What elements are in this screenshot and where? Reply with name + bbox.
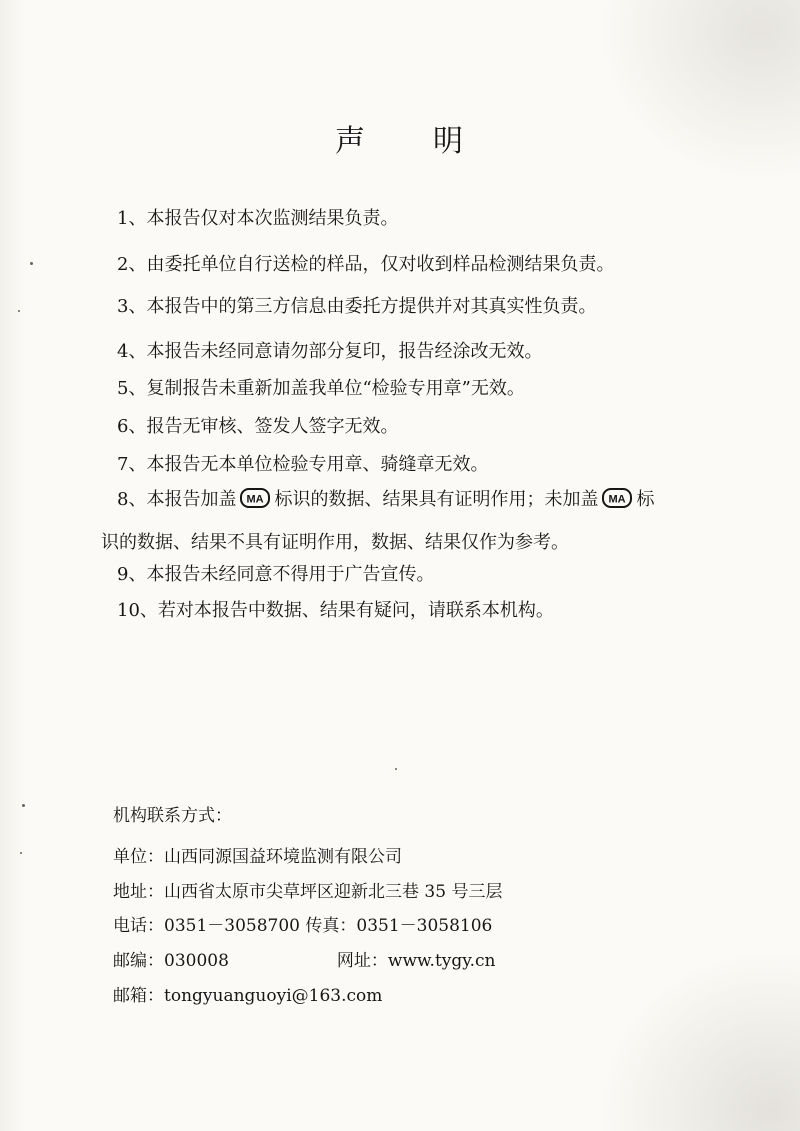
scan-speck [395, 768, 397, 770]
contact-heading: 机构联系方式： [113, 806, 232, 826]
statement-9: 9、本报告未经同意不得用于广告宣传。 [117, 564, 435, 585]
contact-address: 地址：山西省太原市尖草坪区迎新北三巷 35 号三层 [113, 882, 503, 902]
scan-shadow-bottom-right [600, 951, 800, 1131]
scan-shadow-left [0, 0, 24, 1131]
cma-mark-text: MA [608, 493, 627, 506]
statement-4: 4、本报告未经同意请勿部分复印，报告经涂改无效。 [117, 341, 543, 362]
statement-6: 6、报告无审核、签发人签字无效。 [117, 416, 399, 437]
statement-7: 7、本报告无本单位检验专用章、骑缝章无效。 [117, 454, 489, 475]
title-char-1: 声 [335, 124, 367, 159]
statement-10: 10、若对本报告中数据、结果有疑问，请联系本机构。 [117, 600, 554, 621]
cma-mark-text: MA [246, 493, 265, 506]
contact-postcode-website [113, 950, 495, 972]
cma-mark-icon [240, 483, 270, 523]
title-char-2: 明 [433, 124, 465, 159]
scan-speck [20, 852, 22, 854]
scan-speck [18, 310, 20, 312]
statement-8-part-1: 8、本报告加盖 [117, 489, 237, 510]
statement-5: 5、复制报告未重新加盖我单位“检验专用章”无效。 [117, 378, 525, 399]
scan-speck [30, 262, 33, 265]
contact-email: 邮箱：tongyuanguoyi@163.com [113, 986, 383, 1006]
statement-8 [101, 480, 727, 563]
scan-speck [22, 804, 25, 807]
statement-8-part-2: 标识的数据、结果具有证明作用；未加盖 [274, 489, 599, 510]
statement-8-part-3: 标 [636, 489, 655, 510]
contact-website: 网址：www.tygy.cn [336, 951, 496, 971]
contact-postcode: 邮编：030008 [113, 951, 229, 971]
contact-phone-fax: 电话：0351－3058700 传真：0351－3058106 [113, 916, 493, 936]
statement-2: 2、由委托单位自行送检的样品，仅对收到样品检测结果负责。 [117, 254, 615, 275]
statement-1: 1、本报告仅对本次监测结果负责。 [117, 208, 399, 229]
contact-unit: 单位：山西同源国益环境监测有限公司 [113, 847, 402, 867]
page-title [0, 116, 800, 160]
cma-mark-icon [602, 483, 632, 523]
statement-8-part-4: 识的数据、结果不具有证明作用，数据、结果仅作为参考。 [101, 532, 569, 553]
statement-3: 3、本报告中的第三方信息由委托方提供并对其真实性负责。 [117, 296, 597, 317]
